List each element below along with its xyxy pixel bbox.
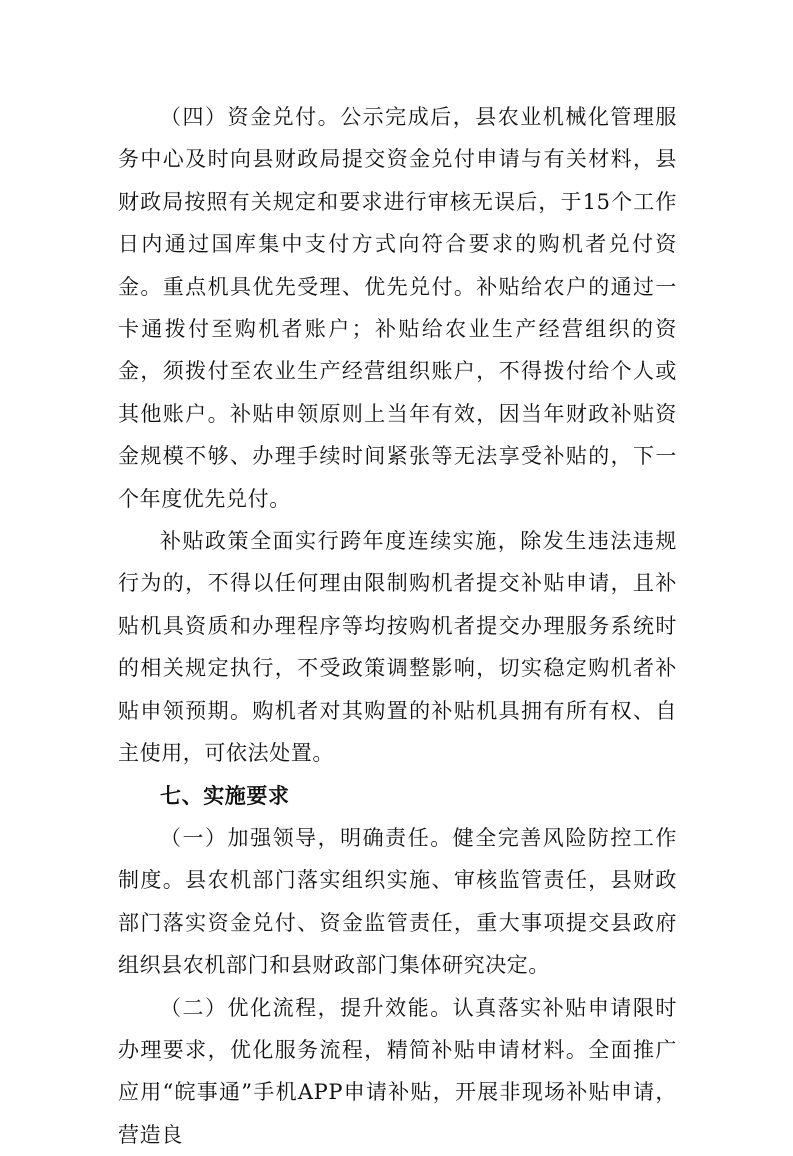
paragraph-leadership-responsibility: （一）加强领导，明确责任。健全完善风险防控工作制度。县农机部门落实组织实施、审核监管责任，县财政部门落实资金兑付、资金监管责任，重大事项提交县政府组织县农机部门和县财政部门集体研究决定。	[118, 825, 677, 978]
paragraph-fund-payment: （四）资金兑付。公示完成后，县农业机械化管理服务中心及时向县财政局提交资金兑付申请与有关材料，县财政局按照有关规定和要求进行审核无误后，于15个工作日内通过国库集中支付方式向符合要求的购机者兑付资金。重点机具优先受理、优先兑付。补贴给农户的通过一卡通拨付至购机者账户；补贴给农业生产经营组织的资金，须拨付至农业生产经营组织账户，不得拨付给个人或其他账户。补贴申领原则上当年有效，因当年财政补贴资金规模不够、办理手续时间紧张等无法享受补贴的，下一个年度优先兑付。	[118, 105, 677, 511]
paragraph-process-optimization: （二）优化流程，提升效能。认真落实补贴申请限时办理要求，优化服务流程，精简补贴申请材料。全面推广应用“皖事通”手机APP申请补贴，开展非现场补贴申请，营造良	[118, 995, 677, 1147]
paragraph-cross-year-policy: 补贴政策全面实行跨年度连续实施，除发生违法违规行为的，不得以任何理由限制购机者提交补贴申请，且补贴机具资质和办理程序等均按购机者提交办理服务系统时的相关规定执行，不受政策调整影响，切实稳定购机者补贴申领预期。购机者对其购置的补贴机具拥有所有权、自主使用，可依法处置。	[118, 529, 677, 766]
section-heading: 七、实施要求	[160, 782, 290, 808]
